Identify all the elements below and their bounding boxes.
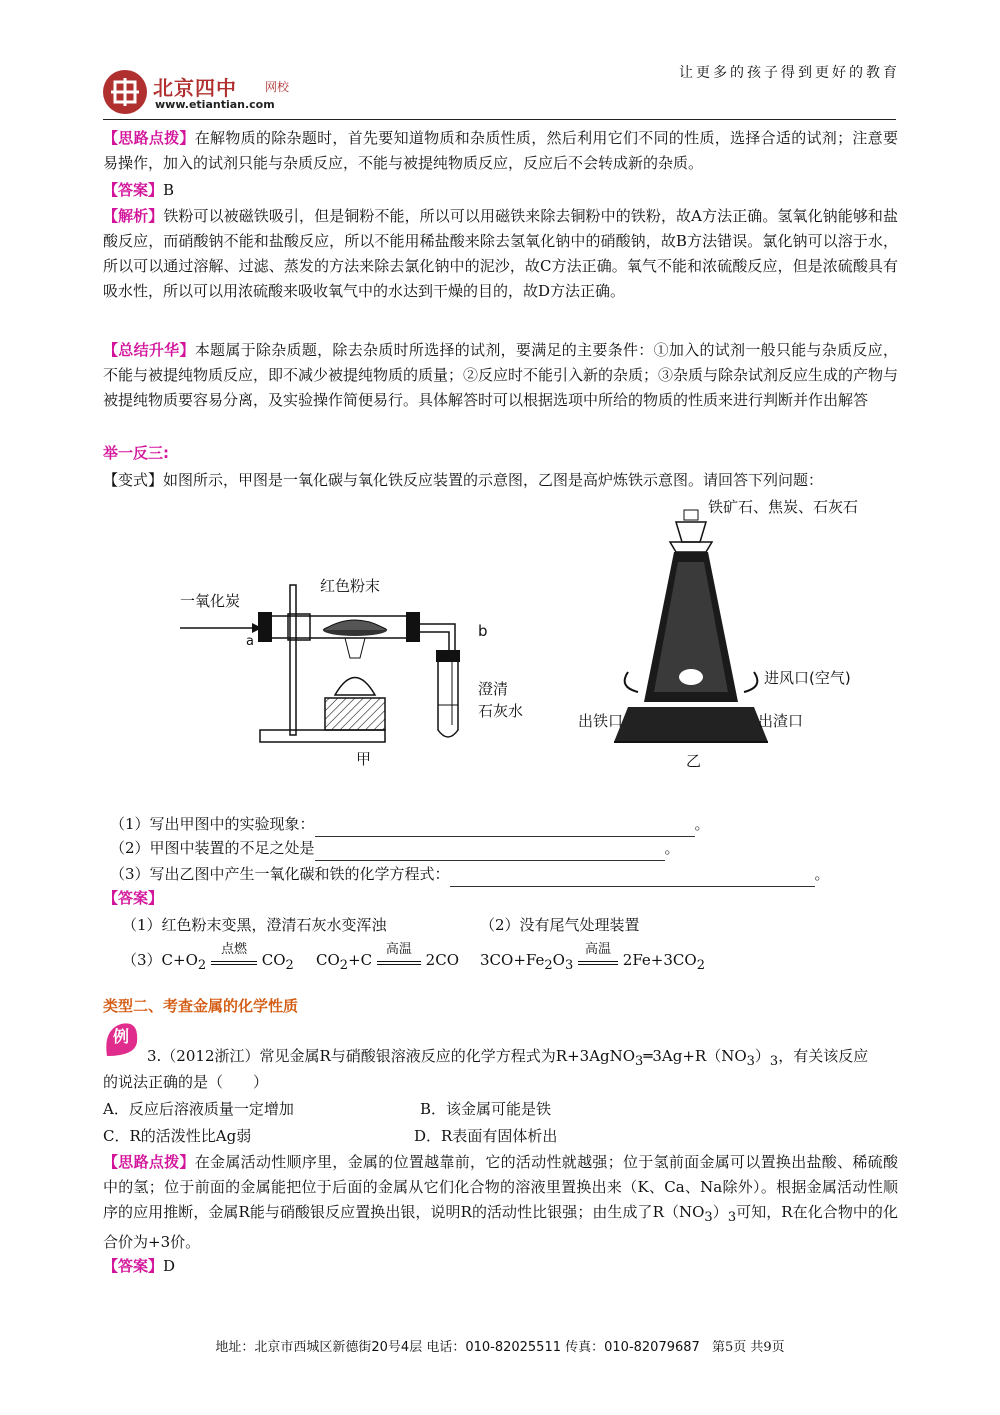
figure-jia bbox=[170, 560, 550, 775]
question-1-end: 。 bbox=[694, 815, 710, 833]
question-3 bbox=[110, 862, 830, 887]
silu2-text-3: 可知，R在化合物中的化合价为+3价。 bbox=[103, 1203, 898, 1251]
example-badge-text: 例 bbox=[113, 1027, 130, 1046]
q3-text-4: ，有关该反应 bbox=[778, 1047, 869, 1065]
zongjie-paragraph bbox=[103, 338, 898, 413]
header-slogan: 让更多的孩子得到更好的教育 bbox=[679, 65, 900, 81]
figure-jia-caption: 甲 bbox=[356, 750, 372, 768]
silu-paragraph bbox=[103, 126, 898, 176]
footer-page: 第5页 共9页 bbox=[711, 1340, 785, 1355]
silu2-text-1: 在金属活动性顺序里，金属的位置越靠前，它的活动性就越强；位于氢前面金属可以置换出盐酸、稀硫酸中的氢；位于前面的金属能把位于后面的金属从它们化合物的溶液里置换出来（K、Ca、Na除外）。根据金属活动性顺序的应用推断，金属R能与硝酸银反应置换出银，说明R的活动性比银强；由生成了R（NO bbox=[103, 1153, 898, 1221]
footer bbox=[0, 1336, 1000, 1355]
question-3-line2: 的说法正确的是（ ） bbox=[103, 1073, 269, 1091]
silu2-sub-1: 3 bbox=[704, 1210, 713, 1225]
q3-text-3: ） bbox=[754, 1047, 770, 1065]
footer-address: 地址：北京市西城区新德街20号4层 电话：010-82025511 传真：010-82079687 bbox=[215, 1340, 700, 1355]
question-2-text: （2）甲图中装置的不足之处是 bbox=[110, 839, 315, 857]
q3-text-2: ═3Ag+R（NO bbox=[643, 1047, 747, 1065]
eq3-left: 3CO+Fe bbox=[480, 951, 545, 969]
eq2-product: 2CO bbox=[425, 951, 459, 969]
label-b: b bbox=[478, 622, 488, 640]
eq1-cond-text: 点燃 bbox=[220, 942, 247, 957]
jiexi-paragraph bbox=[103, 204, 898, 304]
eq2-left: CO bbox=[316, 951, 340, 969]
silu2-text-2: ） bbox=[712, 1203, 728, 1221]
question-3-end: 。 bbox=[814, 865, 830, 883]
eq1-product: CO bbox=[261, 951, 286, 969]
jyfs-heading: 举一反三: bbox=[103, 444, 169, 462]
slag-outlet-label: 出渣口 bbox=[758, 712, 804, 730]
silu2-paragraph bbox=[103, 1150, 898, 1255]
question-1 bbox=[110, 812, 710, 837]
q3-sub-1: 3 bbox=[635, 1054, 644, 1069]
option-c[interactable]: C．R的活泼性比Ag弱 bbox=[103, 1127, 252, 1145]
answer-value: B bbox=[163, 181, 175, 199]
question-3-text: （3）写出乙图中产生一氧化碳和铁的化学方程式： bbox=[110, 865, 450, 883]
answer3-paragraph bbox=[103, 1254, 898, 1279]
answer3-value: D bbox=[163, 1257, 176, 1275]
answer-tag: 【答案】 bbox=[103, 181, 164, 199]
eq3-o: O bbox=[552, 951, 565, 969]
eq3-sub-fe: 2 bbox=[544, 958, 553, 973]
answer2-3-eq1 bbox=[122, 942, 294, 978]
zongjie-text: 本题属于除杂质题，除去杂质时所选择的试剂，要满足的主要条件：①加入的试剂一般只能与杂质反应，不能与被提纯物质反应，即不减少被提纯物质的质量；②反应时不能引入新的杂质；③杂质与除杂试剂反应生成的产物与被提纯物质要容易分离，及实验操作简便易行。具体解答时可以根据选项中所给的物质的性质来进行判断并作出解答 bbox=[103, 341, 899, 409]
option-d[interactable]: D．R表面有固体析出 bbox=[414, 1127, 558, 1145]
jiexi-tag: 【解析】 bbox=[103, 207, 164, 225]
answer-blank-3[interactable] bbox=[450, 868, 815, 887]
answer2-1: （1）红色粉末变黑，澄清石灰水变浑浊 bbox=[122, 916, 387, 934]
answer2-tag: 【答案】 bbox=[103, 889, 164, 907]
iron-outlet-label: 出铁口 bbox=[578, 712, 624, 730]
logo-seal-icon bbox=[103, 70, 147, 114]
option-b[interactable]: B．该金属可能是铁 bbox=[420, 1100, 552, 1118]
logo bbox=[103, 70, 293, 120]
answer-blank-2[interactable] bbox=[315, 842, 665, 861]
materials-label: 铁矿石、焦炭、石灰石 bbox=[708, 498, 859, 516]
q3-sub-2: 3 bbox=[746, 1054, 755, 1069]
eq3-product-sub: 2 bbox=[696, 958, 705, 973]
example-badge bbox=[103, 1020, 139, 1060]
red-powder-label: 红色粉末 bbox=[320, 577, 381, 595]
answer2-3-eq2 bbox=[316, 942, 459, 978]
eq2-cond-text: 高温 bbox=[385, 942, 412, 957]
eq1-product-sub: 2 bbox=[285, 958, 294, 973]
zongjie-tag: 【总结升华】 bbox=[103, 341, 195, 359]
logo-name: 北京四中 bbox=[153, 76, 237, 100]
eq3-cond-text: 高温 bbox=[585, 942, 612, 957]
eq3-condition bbox=[578, 942, 618, 965]
figure-yi bbox=[578, 492, 898, 777]
question-1-text: （1）写出甲图中的实验现象： bbox=[110, 815, 315, 833]
figure-yi-caption: 乙 bbox=[686, 752, 702, 770]
eq3-product: 2Fe+3CO bbox=[622, 951, 697, 969]
eq2-sub: 2 bbox=[339, 958, 349, 973]
eq2-condition bbox=[377, 942, 421, 965]
silu-tag: 【思路点拨】 bbox=[103, 129, 195, 147]
answer-blank-1[interactable] bbox=[315, 818, 695, 837]
eq2-left2: +C bbox=[348, 951, 373, 969]
answer2-2: （2）没有尾气处理装置 bbox=[480, 916, 640, 934]
limewater-label-1: 澄清 bbox=[478, 680, 509, 698]
logo-subtitle: 网校 bbox=[265, 80, 290, 94]
label-a: a bbox=[246, 634, 254, 649]
blast-furnace-diagram bbox=[578, 492, 898, 777]
question-2-end: 。 bbox=[664, 839, 680, 857]
option-a[interactable]: A．反应后溶液质量一定增加 bbox=[103, 1100, 294, 1118]
limewater-label-2: 石灰水 bbox=[478, 702, 524, 720]
header-divider bbox=[103, 119, 896, 120]
q3-sub-3: 3 bbox=[769, 1054, 779, 1069]
eq1-condition bbox=[211, 942, 257, 965]
silu2-tag: 【思路点拨】 bbox=[103, 1153, 195, 1171]
q3-text-1: 3.（2012浙江）常见金属R与硝酸银溶液反应的化学方程式为R+3AgNO bbox=[147, 1047, 636, 1065]
answer2-3-eq3 bbox=[480, 942, 705, 978]
jiexi-text: 铁粉可以被磁铁吸引，但是铜粉不能，所以可以用磁铁来除去铜粉中的铁粉，故A方法正确。氢氧化钠能够和盐酸反应，而硝酸钠不能和盐酸反应，所以不能用稀盐酸来除去氢氧化钠中的硝酸钠，故B方法错误。氯化钠可以溶于水，所以可以通过溶解、过滤、蒸发的方法来除去氯化钠中的泥沙，故C方法正确。氧气不能和浓硫酸反应，但是浓硫酸具有吸水性，所以可以用浓硫酸来吸收氧气中的水达到干燥的目的，故D方法正确。 bbox=[103, 207, 898, 300]
question-2 bbox=[110, 836, 680, 861]
logo-url: www.etiantian.com bbox=[155, 98, 275, 111]
section2-title: 类型二、考查金属的化学性质 bbox=[103, 997, 299, 1015]
silu2-sub-2: 3 bbox=[727, 1210, 737, 1225]
eq1-sub: 2 bbox=[197, 958, 207, 973]
air-inlet-label: 进风口(空气) bbox=[764, 669, 851, 687]
bianshi-text: 【变式】如图所示，甲图是一氧化碳与氧化铁反应装置的示意图，乙图是高炉炼铁示意图。请回答下列问题： bbox=[103, 471, 824, 489]
answer-paragraph bbox=[103, 178, 898, 203]
co-label: 一氧化炭 bbox=[180, 592, 241, 610]
eq3-sub-o: 3 bbox=[564, 958, 574, 973]
answer3-tag: 【答案】 bbox=[103, 1257, 164, 1275]
eq1-left: （3）C+O bbox=[122, 951, 198, 969]
silu-text: 在解物质的除杂题时，首先要知道物质和杂质性质，然后利用它们不同的性质，选择合适的试剂；注意要易操作，加入的试剂只能与杂质反应，不能与被提纯物质反应，反应后不会转成新的杂质。 bbox=[103, 129, 898, 172]
